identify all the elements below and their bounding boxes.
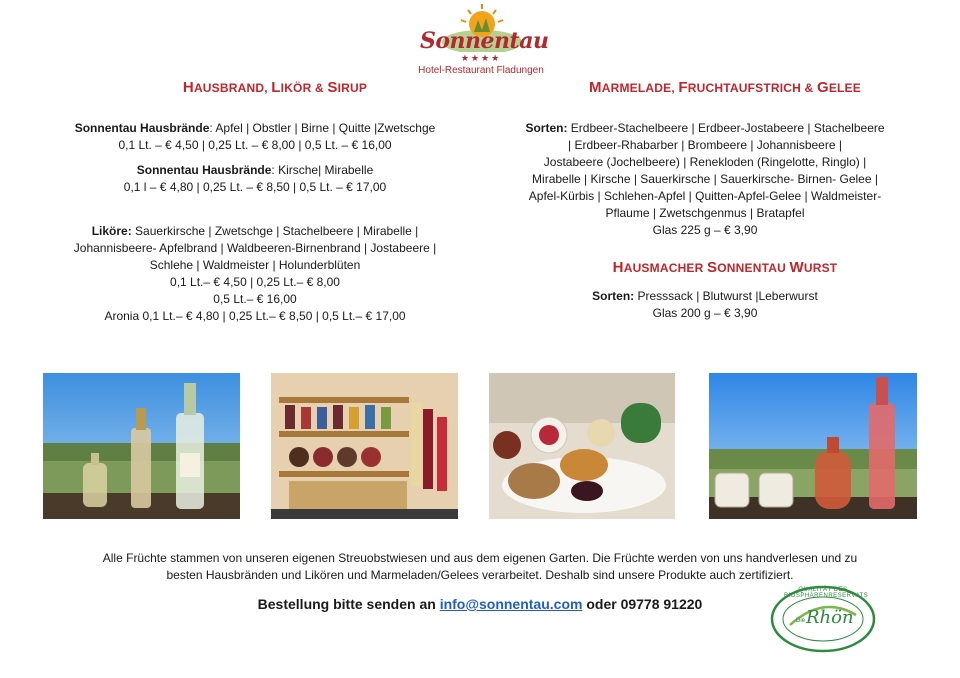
block-prices: 0,1 Lt. – € 4,50 | 0,25 Lt. – € 8,00 | 0,5 Lt. – € 16,00 <box>118 138 392 152</box>
heading-wurst: HAUSMACHER SONNENTAU WURST <box>612 259 838 276</box>
logo-wordmark: Sonnentau <box>420 28 549 54</box>
block-label: Liköre: <box>91 224 132 238</box>
block-items-line: Johannisbeere- Apfelbrand | Waldbeeren-Birnenbrand | Jostabeere | <box>73 241 437 255</box>
block-items-line: Schlehe | Waldmeister | Holunderblüten <box>149 258 361 272</box>
seal-prefix: Die <box>796 618 806 624</box>
block-items-line: Pflaume | Zwetschgenmus | Bratapfel <box>605 206 805 220</box>
photo-bottles-landscape <box>43 373 240 519</box>
order-suffix: oder 09778 91220 <box>582 596 703 612</box>
sonnentau-logo <box>416 2 549 80</box>
seal-brand: Rhön <box>806 607 854 628</box>
order-prefix: Bestellung bitte senden an <box>257 596 440 612</box>
marmelade-block <box>495 120 915 239</box>
photo-shelf <box>271 373 458 519</box>
order-line <box>200 596 760 612</box>
block-prices: 0,1 l – € 4,80 | 0,25 Lt. – € 8,50 | 0,5 Lt. – € 17,00 <box>123 180 387 194</box>
seal-ring-text: QUALITÄT DES BIOSPHÄRENRESERVATS <box>784 587 869 599</box>
logo-subtitle: Hotel-Restaurant Fladungen <box>418 65 544 76</box>
photo-jars-landscape <box>709 373 917 519</box>
block-prices: Glas 225 g – € 3,90 <box>652 223 758 237</box>
block-items: Sauerkirsche | Zwetschge | Stachelbeere | Mirabelle | <box>131 224 419 238</box>
logo-stars: ★★★★ <box>460 53 502 63</box>
footer-text <box>60 550 900 584</box>
block-prices: 0,5 Lt.– € 16,00 <box>213 292 297 306</box>
block-prices: Aronia 0,1 Lt.– € 4,80 | 0,25 Lt.– € 8,50 | 0,5 Lt.– € 17,00 <box>104 309 406 323</box>
wurst-block <box>495 288 915 322</box>
hausbrand-block-2 <box>40 162 470 196</box>
block-items: Presssack | Blutwurst |Leberwurst <box>634 289 818 303</box>
photo-breakfast <box>489 373 675 519</box>
likoere-block <box>40 223 470 325</box>
block-prices: 0,1 Lt.– € 4,50 | 0,25 Lt.– € 8,00 <box>170 275 340 289</box>
block-label: Sorten: <box>592 289 635 303</box>
heading-hausbrand: HAUSBRAND, LIKÖR & SIRUP <box>182 79 368 96</box>
block-label: Sonnentau Hausbrände <box>136 163 272 177</box>
block-label: Sonnentau Hausbrände <box>74 121 210 135</box>
hausbrand-block-1 <box>40 120 470 154</box>
footer-line-1: Alle Früchte stammen von unseren eigenen Streuobstwiesen und aus dem eigenen Garten. Die Früchte werden von uns handverlesen und zu <box>102 551 858 565</box>
footer-line-2: besten Hausbränden und Likören und Marmeladen/Gelees verarbeitet. Deshalb sind unsere Produkte auch zertifiziert. <box>166 568 794 582</box>
block-prices: Glas 200 g – € 3,90 <box>652 306 758 320</box>
block-items-line: Apfel-Kürbis | Schlehen-Apfel | Quitten-Apfel-Gelee | Waldmeister- <box>528 189 882 203</box>
block-items: Erdbeer-Stachelbeere | Erdbeer-Jostabeere | Stachelbeere <box>567 121 885 135</box>
rhoen-quality-seal <box>770 585 876 653</box>
block-items-line: Mirabelle | Kirsche | Sauerkirsche | Sauerkirsche- Birnen- Gelee | <box>532 172 878 186</box>
heading-marmelade: MARMELADE, FRUCHTAUFSTRICH & GELEE <box>589 79 861 96</box>
email-link[interactable]: info@sonnentau.com <box>439 596 583 612</box>
block-items: : Apfel | Obstler | Birne | Quitte |Zwetschge <box>209 121 436 135</box>
block-items: : Kirsche| Mirabelle <box>271 163 374 177</box>
block-items-line: | Erdbeer-Rhabarber | Brombeere | Johannisbeere | <box>568 138 842 152</box>
block-label: Sorten: <box>525 121 568 135</box>
block-items-line: Jostabeere (Jochelbeere) | Renekloden (Ringelotte, Ringlo) | <box>543 155 867 169</box>
